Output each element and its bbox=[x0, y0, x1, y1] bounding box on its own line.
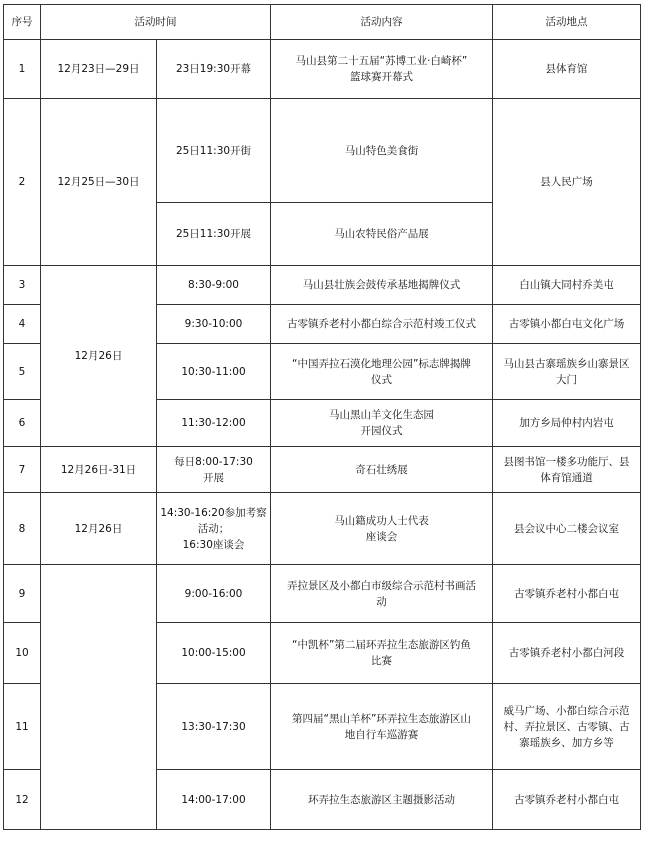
content-cell bbox=[271, 623, 493, 684]
seq-cell: 5 bbox=[4, 344, 41, 400]
table-row bbox=[4, 99, 641, 203]
date-cell: 12月25日—30日 bbox=[41, 99, 157, 266]
content-cell: 马山县壮族会鼓传承基地揭牌仪式 bbox=[271, 266, 493, 305]
time-cell: 9:30-10:00 bbox=[157, 305, 271, 344]
content-cell: 古零镇乔老村小都白综合示范村竣工仪式 bbox=[271, 305, 493, 344]
time-cell: 8:30-9:00 bbox=[157, 266, 271, 305]
place-cell: 县会议中心二楼会议室 bbox=[493, 493, 641, 565]
seq-cell: 11 bbox=[4, 684, 41, 770]
content-cell: 马山农特民俗产品展 bbox=[271, 203, 493, 266]
seq-cell: 3 bbox=[4, 266, 41, 305]
header-place: 活动地点 bbox=[493, 5, 641, 40]
place-line: 县图书馆一楼多功能厅、县 bbox=[503, 455, 630, 468]
content-line: 动 bbox=[376, 595, 387, 608]
content-line: 开园仪式 bbox=[360, 425, 403, 437]
seq-cell: 12 bbox=[4, 770, 41, 830]
place-cell: 白山镇大同村乔美屯 bbox=[493, 266, 641, 305]
table-row bbox=[4, 447, 641, 493]
seq-cell: 10 bbox=[4, 623, 41, 684]
content-line: 第四届“黑山羊杯”环弄拉生态旅游区山 bbox=[292, 712, 471, 725]
time-cell: 11:30-12:00 bbox=[157, 400, 271, 447]
content-line: 马山黑山羊文化生态园 bbox=[329, 409, 434, 421]
content-cell: 环弄拉生态旅游区主题摄影活动 bbox=[271, 770, 493, 830]
place-line: 村、弄拉景区、古零镇、古 bbox=[503, 720, 630, 733]
seq-cell: 1 bbox=[4, 40, 41, 99]
time-cell bbox=[157, 447, 271, 493]
time-cell bbox=[157, 493, 271, 565]
activity-schedule-table bbox=[3, 4, 641, 830]
time-cell: 23日19:30开幕 bbox=[157, 40, 271, 99]
date-cell: 12月26日 bbox=[41, 493, 157, 565]
date-cell: 12月23日—29日 bbox=[41, 40, 157, 99]
time-line: 14:30-16:20参加考察 bbox=[160, 506, 267, 519]
content-line: 仪式 bbox=[371, 373, 392, 386]
place-cell: 古零镇小都白屯文化广场 bbox=[493, 305, 641, 344]
time-cell: 25日11:30开展 bbox=[157, 203, 271, 266]
table-row bbox=[4, 266, 641, 305]
content-line: 地自行车巡游赛 bbox=[344, 728, 419, 741]
time-cell: 10:00-15:00 bbox=[157, 623, 271, 684]
table-row bbox=[4, 565, 641, 623]
seq-cell: 4 bbox=[4, 305, 41, 344]
content-line: 马山籍成功人士代表 bbox=[334, 514, 429, 527]
content-line: 篮球赛开幕式 bbox=[350, 71, 413, 83]
place-cell bbox=[493, 344, 641, 400]
content-cell bbox=[271, 684, 493, 770]
place-cell: 古零镇乔老村小都白河段 bbox=[493, 623, 641, 684]
header-time: 活动时间 bbox=[41, 5, 271, 40]
place-line: 体育馆通道 bbox=[540, 471, 593, 484]
time-line: 16:30座谈会 bbox=[182, 538, 245, 551]
content-cell bbox=[271, 344, 493, 400]
place-line: 马山县古寨瑶族乡山寨景区 bbox=[503, 357, 630, 370]
place-cell: 古零镇乔老村小都白屯 bbox=[493, 770, 641, 830]
time-cell: 9:00-16:00 bbox=[157, 565, 271, 623]
time-cell: 25日11:30开街 bbox=[157, 99, 271, 203]
place-cell bbox=[493, 447, 641, 493]
header-seq: 序号 bbox=[4, 5, 41, 40]
place-cell: 加方乡局仲村内岩屯 bbox=[493, 400, 641, 447]
place-cell bbox=[493, 684, 641, 770]
place-line: 威马广场、小都白综合示范 bbox=[503, 704, 630, 717]
date-cell bbox=[41, 565, 157, 830]
table-header-row bbox=[4, 5, 641, 40]
table-row bbox=[4, 493, 641, 565]
date-cell: 12月26日-31日 bbox=[41, 447, 157, 493]
seq-cell: 6 bbox=[4, 400, 41, 447]
content-cell: 奇石壮绣展 bbox=[271, 447, 493, 493]
content-cell bbox=[271, 493, 493, 565]
place-cell: 县体育馆 bbox=[493, 40, 641, 99]
content-cell bbox=[271, 40, 493, 99]
content-line: “中国弄拉石漠化地理公园”标志牌揭牌 bbox=[292, 357, 471, 370]
time-cell: 14:00-17:00 bbox=[157, 770, 271, 830]
time-cell: 10:30-11:00 bbox=[157, 344, 271, 400]
place-cell: 古零镇乔老村小都白屯 bbox=[493, 565, 641, 623]
content-line: 比赛 bbox=[371, 655, 392, 667]
place-line: 大门 bbox=[556, 373, 577, 386]
time-line: 开展 bbox=[203, 471, 224, 484]
place-cell: 县人民广场 bbox=[493, 99, 641, 266]
header-content: 活动内容 bbox=[271, 5, 493, 40]
seq-cell: 9 bbox=[4, 565, 41, 623]
time-line: 每日8:00-17:30 bbox=[174, 455, 253, 468]
seq-cell: 7 bbox=[4, 447, 41, 493]
content-line: 弄拉景区及小都白市级综合示范村书画活 bbox=[287, 579, 476, 592]
time-cell: 13:30-17:30 bbox=[157, 684, 271, 770]
content-line: 马山县第二十五届“苏博工业·白崎杯” bbox=[295, 55, 468, 67]
table-row bbox=[4, 40, 641, 99]
time-line: 活动； bbox=[197, 522, 230, 535]
seq-cell: 2 bbox=[4, 99, 41, 266]
content-cell: 马山特色美食街 bbox=[271, 99, 493, 203]
seq-cell: 8 bbox=[4, 493, 41, 565]
date-cell: 12月26日 bbox=[41, 266, 157, 447]
place-line: 寨瑶族乡、加方乡等 bbox=[519, 736, 614, 749]
content-line: 座谈会 bbox=[365, 530, 398, 543]
content-cell bbox=[271, 400, 493, 447]
content-cell bbox=[271, 565, 493, 623]
content-line: “中凯杯”第二届环弄拉生态旅游区钓鱼 bbox=[292, 639, 471, 651]
